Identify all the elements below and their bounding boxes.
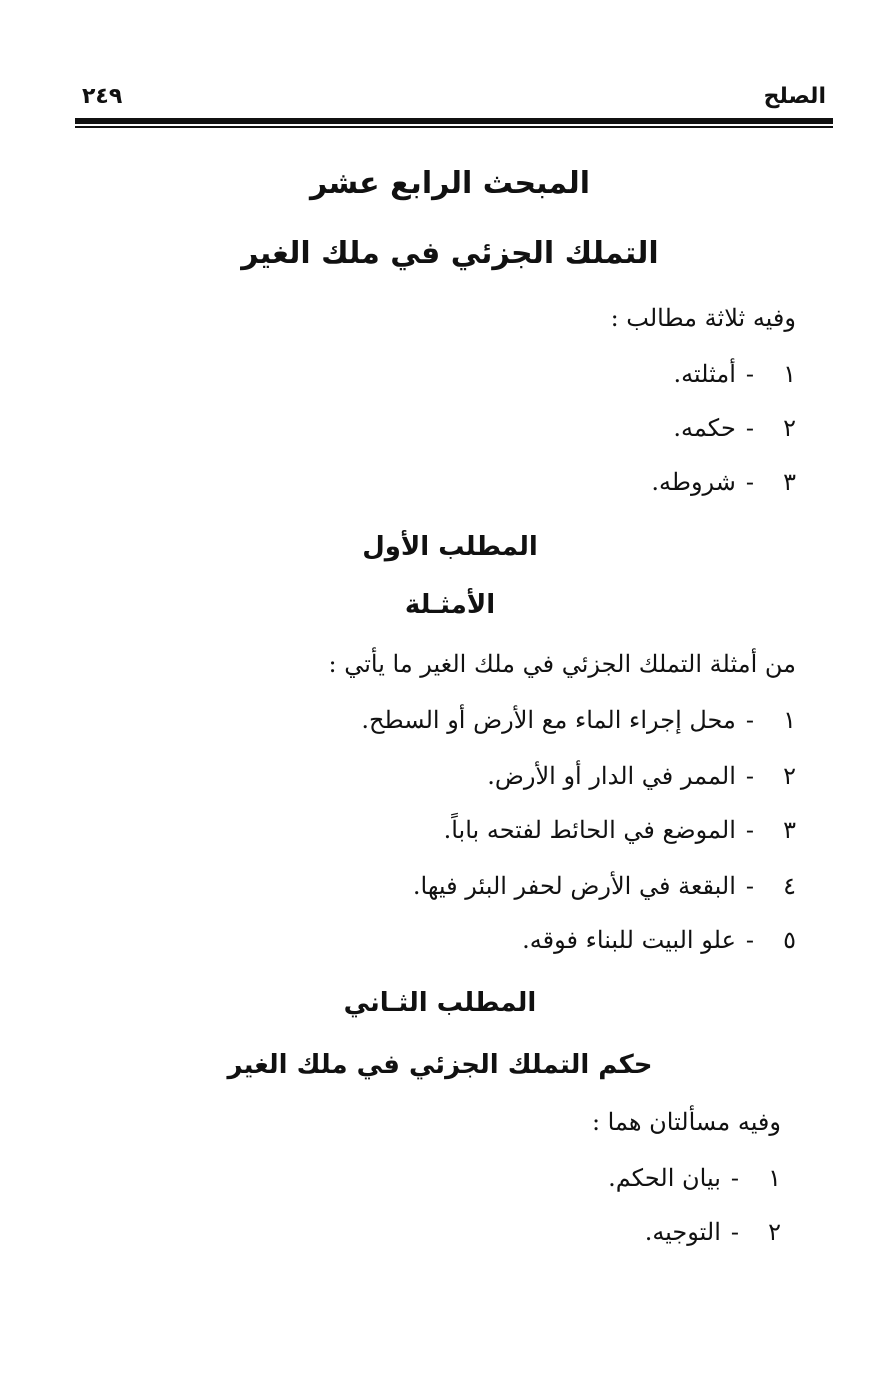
list-item: [487, 762, 796, 790]
list-item: [608, 1164, 781, 1192]
list-item-text: شروطه.: [651, 468, 736, 496]
list-item-number: ١: [783, 706, 796, 734]
list-item-dash: -: [745, 872, 754, 900]
list-item: [651, 468, 796, 496]
list-item: [522, 926, 796, 954]
list-item: [673, 360, 796, 388]
list-item-text: بيان الحكم.: [608, 1164, 721, 1192]
list-item-text: البقعة في الأرض لحفر البئر فيها.: [412, 872, 736, 900]
list-item-number: ٣: [783, 816, 796, 844]
list-item-dash: -: [730, 1218, 739, 1246]
list-item: [413, 872, 796, 900]
page-number: ٢٤٩: [82, 84, 123, 109]
list-item: [444, 816, 796, 844]
list-item-dash: -: [745, 762, 754, 790]
list-item-dash: -: [745, 926, 754, 954]
list-item-text: أمثلته.: [673, 360, 736, 388]
section-subtitle: التملك الجزئي في ملك الغير: [241, 236, 659, 271]
list-item: [361, 706, 796, 734]
list-item-number: ٢: [783, 414, 796, 442]
section-title: المبحث الرابع عشر: [309, 166, 591, 201]
chapter1-subtitle: الأمثـلة: [404, 590, 496, 620]
list-item-dash: -: [745, 414, 754, 442]
list-item-text: حكمه.: [673, 414, 736, 442]
list-item-number: ١: [783, 360, 796, 388]
chapter2-title: المطلب الثـاني: [343, 988, 537, 1018]
header-rule-thin: [75, 126, 833, 128]
list-item-dash: -: [745, 360, 754, 388]
chapter1-intro: من أمثلة التملك الجزئي في ملك الغير ما يأتي :: [328, 650, 796, 678]
list-item-dash: -: [745, 468, 754, 496]
list-item-number: ٤: [783, 872, 796, 900]
list-item-number: ١: [768, 1164, 781, 1192]
list-item-text: محل إجراء الماء مع الأرض أو السطح.: [361, 706, 736, 734]
list-item-number: ٥: [783, 926, 796, 954]
chapter1-title: المطلب الأول: [362, 532, 538, 562]
chapter2-subtitle: حكم التملك الجزئي في ملك الغير: [227, 1050, 653, 1080]
header-rule-thick: [75, 118, 833, 124]
list-item-number: ٣: [783, 468, 796, 496]
list-item-number: ٢: [768, 1218, 781, 1246]
list-item-text: الموضع في الحائط لفتحه باباً.: [443, 816, 736, 844]
chapter2-intro: وفيه مسألتان هما :: [591, 1108, 781, 1136]
list-item: [673, 414, 796, 442]
section-intro: وفيه ثلاثة مطالب :: [610, 304, 796, 332]
list-item: [645, 1218, 781, 1246]
running-title: الصلح: [763, 84, 826, 109]
list-item-number: ٢: [783, 762, 796, 790]
list-item-text: علو البيت للبناء فوقه.: [522, 926, 736, 954]
list-item-text: الممر في الدار أو الأرض.: [487, 762, 736, 790]
list-item-dash: -: [745, 706, 754, 734]
list-item-text: التوجيه.: [644, 1218, 721, 1246]
list-item-dash: -: [730, 1164, 739, 1192]
list-item-dash: -: [745, 816, 754, 844]
